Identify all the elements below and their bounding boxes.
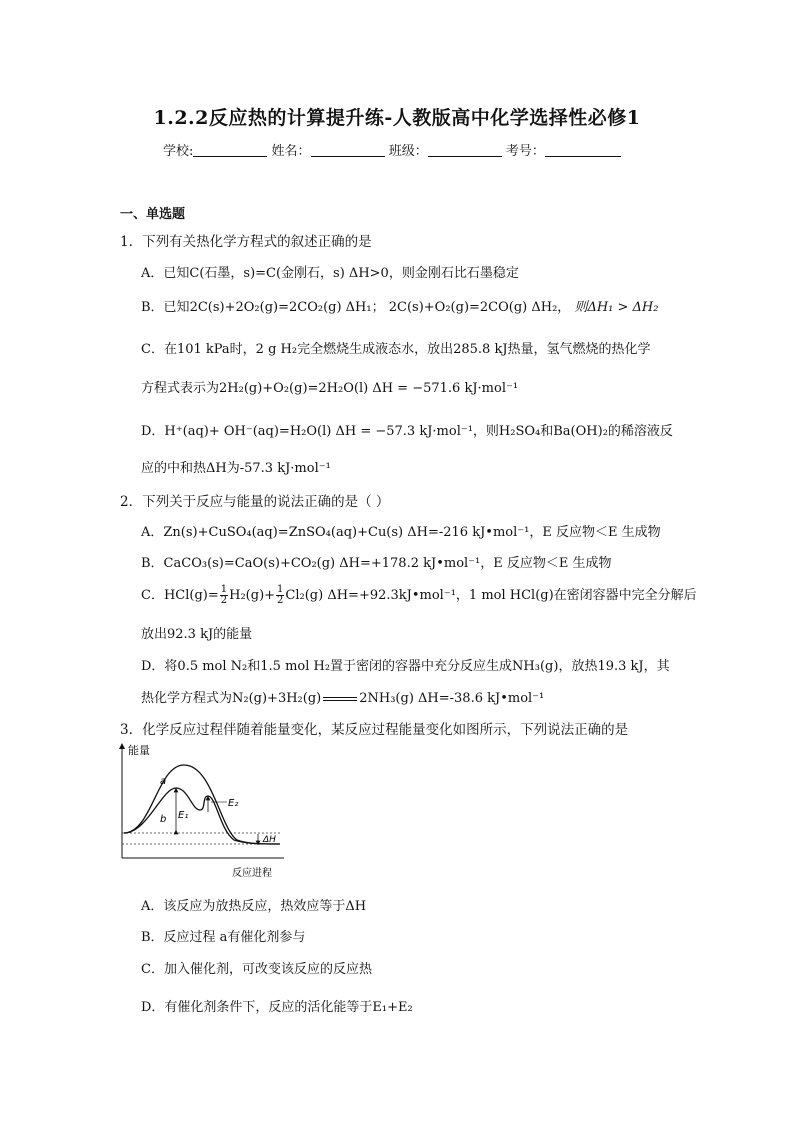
fraction-numerator: 1 xyxy=(277,584,284,595)
school-label: 学校: xyxy=(163,144,194,159)
energy-profile-diagram xyxy=(112,740,292,880)
q1-option-d-line1: D．H⁺(aq)+ OH⁻(aq)=H₂O(l) ΔH = −57.3 kJ·mol⁻¹，则H₂SO₄和Ba(OH)₂的稀溶液反 xyxy=(141,424,673,439)
q3-option-c: C．加入催化剂，可改变该反应的反应热 xyxy=(141,962,372,977)
number-label: 考号： xyxy=(505,144,545,159)
curve-a xyxy=(124,765,280,844)
e1-label: E₁ xyxy=(178,810,189,821)
q1-option-c-line1: C．在101 kPa时，2 g H₂完全燃烧生成液态水，放出285.8 kJ热量，氢气燃烧的热化学 xyxy=(141,342,651,357)
q2-option-d-line2 xyxy=(141,687,544,706)
q1-option-c-line2: 方程式表示为2H₂(g)+O₂(g)=2H₂O(l) ΔH = −571.6 kJ·mol⁻¹ xyxy=(141,381,519,396)
q3-option-d: D．有催化剂条件下，反应的活化能等于E₁+E₂ xyxy=(141,1000,413,1015)
section-heading: 一、单选题 xyxy=(120,207,186,222)
question-2-stem: 2．下列关于反应与能量的说法正确的是（ ） xyxy=(120,494,390,510)
y-axis-label: 能量 xyxy=(128,744,150,757)
fraction-numerator: 1 xyxy=(220,584,228,595)
q2-option-c-h2: H₂(g)+ xyxy=(229,588,276,603)
equilibrium-arrow-icon xyxy=(323,695,357,703)
half-fraction xyxy=(276,585,284,606)
dh-label: ΔH xyxy=(263,835,276,845)
name-blank[interactable] xyxy=(311,144,385,157)
class-label: 班级： xyxy=(388,144,428,159)
q2-option-c-pre: C．HCl(g)= xyxy=(141,588,219,603)
q2-option-b: B．CaCO₃(s)=CaO(s)+CO₂(g) ΔH=+178.2 kJ•mol⁻¹，E 反应物＜E 生成物 xyxy=(141,556,612,571)
x-axis-label: 反应进程 xyxy=(232,868,272,879)
curve-b-label: b xyxy=(160,814,167,825)
fraction-denominator: 2 xyxy=(277,595,284,606)
q1-option-d-line2: 应的中和热ΔH为-57.3 kJ·mol⁻¹ xyxy=(141,461,331,476)
q3-option-b: B．反应过程 a有催化剂参与 xyxy=(141,930,306,945)
curve-b xyxy=(124,788,280,844)
name-label: 姓名： xyxy=(271,144,311,159)
curve-a-label: a xyxy=(160,776,167,787)
q2-option-d-line1: D．将0.5 mol N₂和1.5 mol H₂置于密闭的容器中充分反应生成NH₃(g)，放热19.3 kJ，其 xyxy=(141,659,670,674)
q2-option-c-line1 xyxy=(141,584,697,606)
q2-option-c-post: Cl₂(g) ΔH=+92.3kJ•mol⁻¹，1 mol HCl(g)在密闭容器中完全分解后 xyxy=(285,588,697,603)
q1-option-b-eq1: 2C(s)+2O₂(g)=2CO₂(g) ΔH₁； xyxy=(189,300,385,315)
energy-profile-svg xyxy=(112,740,292,880)
q2-option-c-line2: 放出92.3 kJ的能量 xyxy=(141,627,253,642)
number-blank[interactable] xyxy=(545,144,621,157)
school-blank[interactable] xyxy=(193,144,267,157)
page-title: 1.2.2反应热的计算提升练-人教版高中化学选择性必修1 xyxy=(153,107,641,129)
question-3-stem: 3．化学反应过程伴随着能量变化，某反应过程能量变化如图所示，下列说法正确的是 xyxy=(120,722,629,738)
q1-option-b-tail: 则ΔH₁ > ΔH₂ xyxy=(574,300,659,315)
q2-option-d-pre: 热化学方程式为N₂(g)+3H₂(g) xyxy=(141,691,322,706)
e2-label: E₂ xyxy=(228,798,239,809)
fraction-denominator: 2 xyxy=(220,595,228,606)
q3-option-a: A．该反应为放热反应，热效应等于ΔH xyxy=(141,899,367,914)
question-1-stem: 1．下列有关热化学方程式的叙述正确的是 xyxy=(120,234,372,250)
student-info-line xyxy=(163,140,621,159)
q1-option-b-eq2: 2C(s)+O₂(g)=2CO(g) ΔH₂， xyxy=(388,300,571,315)
half-fraction xyxy=(220,585,228,606)
q2-option-d-post: 2NH₃(g) ΔH=-38.6 kJ•mol⁻¹ xyxy=(359,691,545,706)
q1-option-b-prefix: B．已知 xyxy=(141,300,190,315)
q1-option-b xyxy=(141,296,658,315)
q1-option-a: A．已知C(石墨，s)=C(金刚石，s) ΔH>0，则金刚石比石墨稳定 xyxy=(141,266,519,281)
class-blank[interactable] xyxy=(428,144,502,157)
q2-option-a: A．Zn(s)+CuSO₄(aq)=ZnSO₄(aq)+Cu(s) ΔH=-216 kJ•mol⁻¹，E 反应物＜E 生成物 xyxy=(141,525,661,540)
